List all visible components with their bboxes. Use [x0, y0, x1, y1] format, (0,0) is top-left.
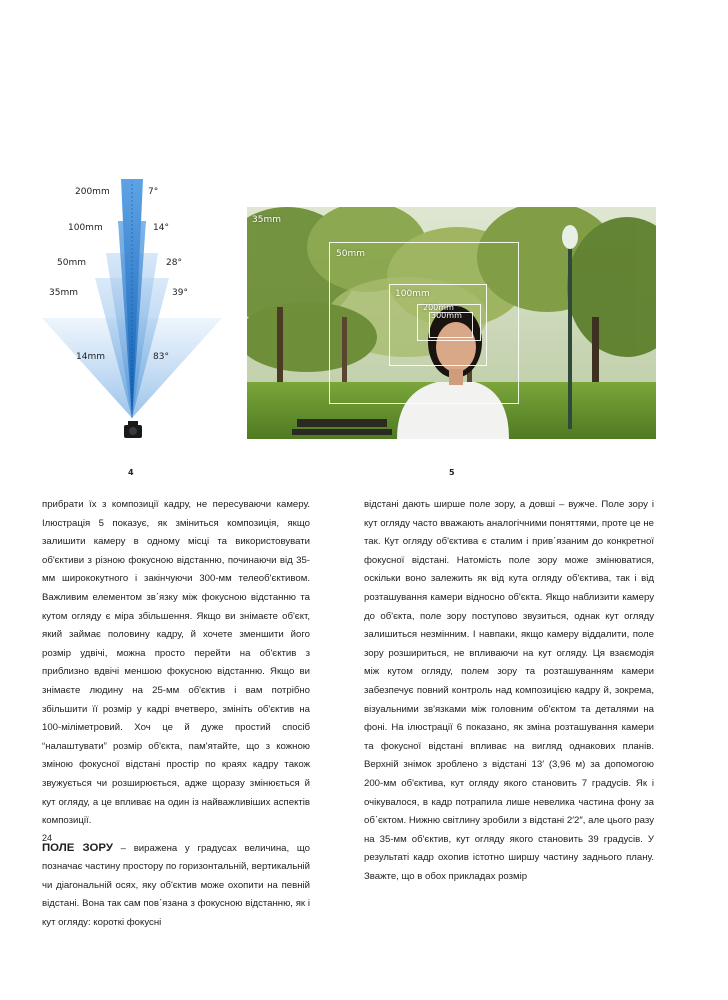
body-paragraph-field-of-view — [42, 839, 310, 933]
body-column-left — [42, 496, 310, 933]
body-column-right — [364, 496, 654, 886]
angle-label-28: 28° — [166, 258, 182, 268]
definition-text: – виражена у градусах величина, що позначає частину простору по горизонтальній, вертикальній чи діагональній осях, яку об'єктив може охопити на певній відстані. Вона так сам пов΄язана з фокусною відстанню, як і кут огляду: короткі фокусні — [42, 842, 310, 929]
frame-label-200mm: 200mm — [423, 303, 454, 312]
focal-label-200mm: 200mm — [75, 187, 110, 197]
angle-label-7: 7° — [148, 187, 159, 197]
page-number: 24 — [42, 833, 53, 843]
angle-of-view-diagram — [35, 175, 230, 450]
figure-4-angle-of-view — [35, 175, 230, 450]
angle-label-39: 39° — [172, 288, 188, 298]
body-paragraph: прибрати їх з композиції кадру, не пересуваючи камеру. Ілюстрація 5 показує, як зміниться композиція, якщо залишити камеру в одному місці та використовувати об'єктиви з різною фокусною відстанню, починаючи від 35-мм ширококутного і закінчуючи 300-мм телеоб'єктивом. Важливим елементом зв΄язку між фокусною відстанню та кутом огляду є міра збільшення. Якщо ви знімаєте об'єкт, який займає половину кадру, й хочете зменшити його розмір удвічі, можна просто перейти на об'єктив з приблизно вдвічі меншою фокусною відстанню. Якщо ви знімаєте людину на 25-мм об'єктив і вам потрібно збільшити її розмір у кадрі вчетверо, змініть об'єктив на 100-міліметровий. Хоч це й дуже простий спосіб “налаштувати” розмір об'єкта, пам'ятайте, що з кожною зміною фокусної відстані простір по краях кадру також звужується чи розширюється, адже щоразу змінюється й кут огляду, а це впливає на один із найважливіших аспектів композиції. — [42, 499, 310, 827]
focal-label-14mm: 14mm — [76, 352, 105, 362]
frame-label-35mm: 35mm — [252, 215, 281, 225]
focal-label-50mm: 50mm — [57, 258, 86, 268]
frame-label-300mm: 300mm — [431, 311, 462, 320]
figure-4-caption: 4 — [128, 468, 134, 477]
body-paragraph: відстані дають ширше поле зору, а довші – вужче. Поле зору і кут огляду часто вважають аналогічними поняттями, проте це не так. Кут огляду об'єктива є сталим і прив΄язаним до конкретної фокусної відстані. Натомість поле зору може змінюватися, оскільки воно залежить як від кута огляду об'єктива, так і від розташування камери відносно об'єкта. Якщо наблизити камеру до об'єкта, поле зору поступово звузиться, однак кут огляду залишиться незмінним. І навпаки, якщо камеру віддалити, поле зору розшириться, не впливаючи на кут огляду. Ця взаємодія між кутом огляду, полем зору та розташуванням камери забезпечує повний контроль над композицією кадру й, зокрема, візуальними зв'язками між головним об'єктом та деталями на фоні. На ілюстрації 6 показано, як зміна розташування камери та фокусної відстані впливає на вигляд однакових планів. Верхній знімок зроблено з відстані 13′ (3,96 м) за допомогою 200-мм об'єктива, кут огляду якого становить 7 градусів. Як і очікувалося, в кадр потрапила лише невелика частина фону за об΄єктом. Нижню світлину зробили з відстані 2′2″, але цього разу на 35-мм об'єктив, кут огляду якого становить 39 градусів. У результаті кадр охопив істотно ширшу частину заднього плану. Зважте, що в обох прикладах розмір — [364, 499, 654, 882]
figure-5-focal-frames-photo — [247, 207, 656, 439]
focal-label-35mm: 35mm — [49, 288, 78, 298]
camera-icon — [124, 421, 142, 438]
frame-label-100mm: 100mm — [395, 289, 430, 299]
frame-label-50mm: 50mm — [336, 249, 365, 259]
angle-label-83: 83° — [153, 352, 169, 362]
term-field-of-view: ПОЛЕ ЗОРУ — [42, 841, 113, 854]
figure-5-caption: 5 — [449, 468, 455, 477]
focal-label-100mm: 100mm — [68, 223, 103, 233]
angle-label-14: 14° — [153, 223, 169, 233]
